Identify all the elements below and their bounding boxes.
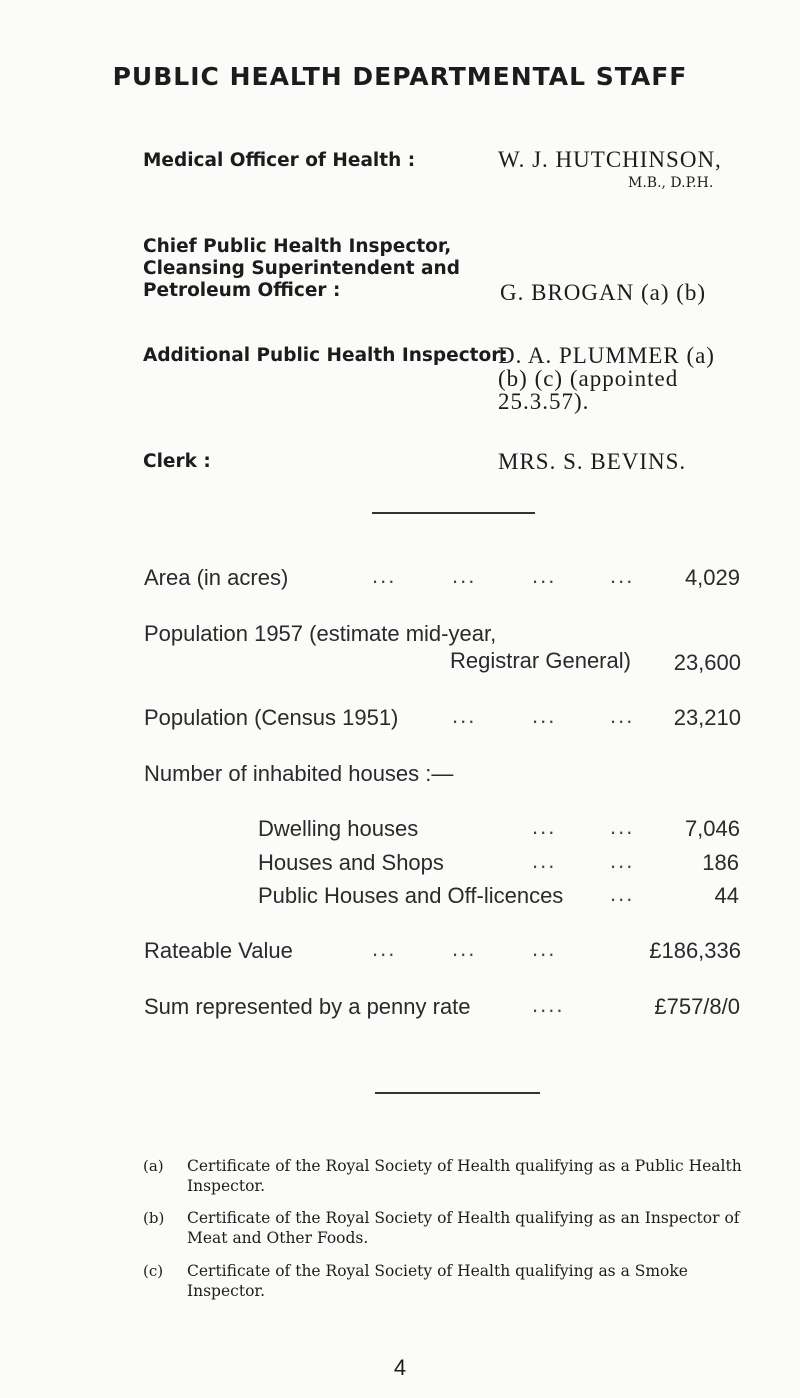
footnote-text: Certificate of the Royal Society of Health qualifying as an Inspector of Meat and Other Foods. xyxy=(187,1209,740,1247)
leader-dots: ... xyxy=(532,814,557,839)
footnote-key: (a) xyxy=(143,1157,164,1175)
footnote-key: (b) xyxy=(143,1209,165,1227)
leader-dots: ... xyxy=(610,814,635,839)
additional-inspector-name-line-3: 25.3.57). xyxy=(498,389,590,414)
additional-inspector-role: Additional Public Health Inspector: xyxy=(143,345,508,366)
rateable-value: £186,336 xyxy=(649,938,741,963)
leader-dots: ... xyxy=(532,563,557,588)
leader-dots: .... xyxy=(532,992,565,1017)
public-houses-value: 44 xyxy=(714,883,739,908)
public-houses-label: Public Houses and Off-licences xyxy=(258,883,564,908)
rateable-value-label: Rateable Value xyxy=(144,938,293,963)
area-value: 4,029 xyxy=(684,565,740,590)
moh-name: W. J. HUTCHINSON, xyxy=(498,147,722,172)
area-label: Area (in acres) xyxy=(144,565,289,590)
additional-inspector-name-line-2: (b) (c) (appointed xyxy=(498,366,679,391)
page-number: 4 xyxy=(393,1355,407,1380)
footnote-key: (c) xyxy=(143,1262,164,1280)
penny-rate-label: Sum represented by a penny rate xyxy=(144,994,471,1019)
leader-dots: ... xyxy=(532,848,557,873)
additional-inspector-name-line-1: D. A. PLUMMER (a) xyxy=(498,343,715,368)
leader-dots: ... xyxy=(372,563,397,588)
chief-inspector-name: G. BROGAN (a) (b) xyxy=(500,280,707,305)
footnote-text: Certificate of the Royal Society of Health qualifying as a Public Health Inspector. xyxy=(187,1157,742,1195)
leader-dots: ... xyxy=(610,703,635,728)
leader-dots: ... xyxy=(452,563,477,588)
moh-qualifications: M.B., D.P.H. xyxy=(628,175,714,191)
clerk-role: Clerk : xyxy=(143,451,211,472)
houses-and-shops-value: 186 xyxy=(702,850,739,875)
houses-and-shops-label: Houses and Shops xyxy=(258,850,444,875)
leader-dots: ... xyxy=(532,936,557,961)
census-population-label: Population (Census 1951) xyxy=(144,705,399,730)
section-divider xyxy=(372,512,535,514)
leader-dots: ... xyxy=(372,936,397,961)
leader-dots: ... xyxy=(610,881,635,906)
clerk-name: MRS. S. BEVINS. xyxy=(498,449,687,474)
population-1957-label-line-1: Population 1957 (estimate mid-year, xyxy=(144,621,497,646)
leader-dots: ... xyxy=(610,848,635,873)
chief-inspector-role-line-1: Chief Public Health Inspector, xyxy=(143,236,452,257)
page-title: PUBLIC HEALTH DEPARTMENTAL STAFF xyxy=(112,62,688,91)
population-1957-value: 23,600 xyxy=(673,650,741,675)
footnote-text: Certificate of the Royal Society of Health qualifying as a Smoke Inspector. xyxy=(187,1262,688,1300)
census-population-value: 23,210 xyxy=(673,705,741,730)
population-1957-label-line-2: Registrar General) xyxy=(450,648,631,673)
moh-role-label: Medical Officer of Health : xyxy=(143,150,416,171)
chief-inspector-role-line-3: Petroleum Officer : xyxy=(143,280,341,301)
inhabited-houses-heading: Number of inhabited houses :— xyxy=(144,761,454,786)
chief-inspector-role-line-2: Cleansing Superintendent and xyxy=(143,258,460,279)
dwelling-houses-value: 7,046 xyxy=(684,816,740,841)
penny-rate-value: £757/8/0 xyxy=(654,994,740,1019)
leader-dots: ... xyxy=(610,563,635,588)
leader-dots: ... xyxy=(532,703,557,728)
dwelling-houses-label: Dwelling houses xyxy=(258,816,419,841)
leader-dots: ... xyxy=(452,936,477,961)
leader-dots: ... xyxy=(452,703,477,728)
footnote-divider xyxy=(375,1092,540,1094)
